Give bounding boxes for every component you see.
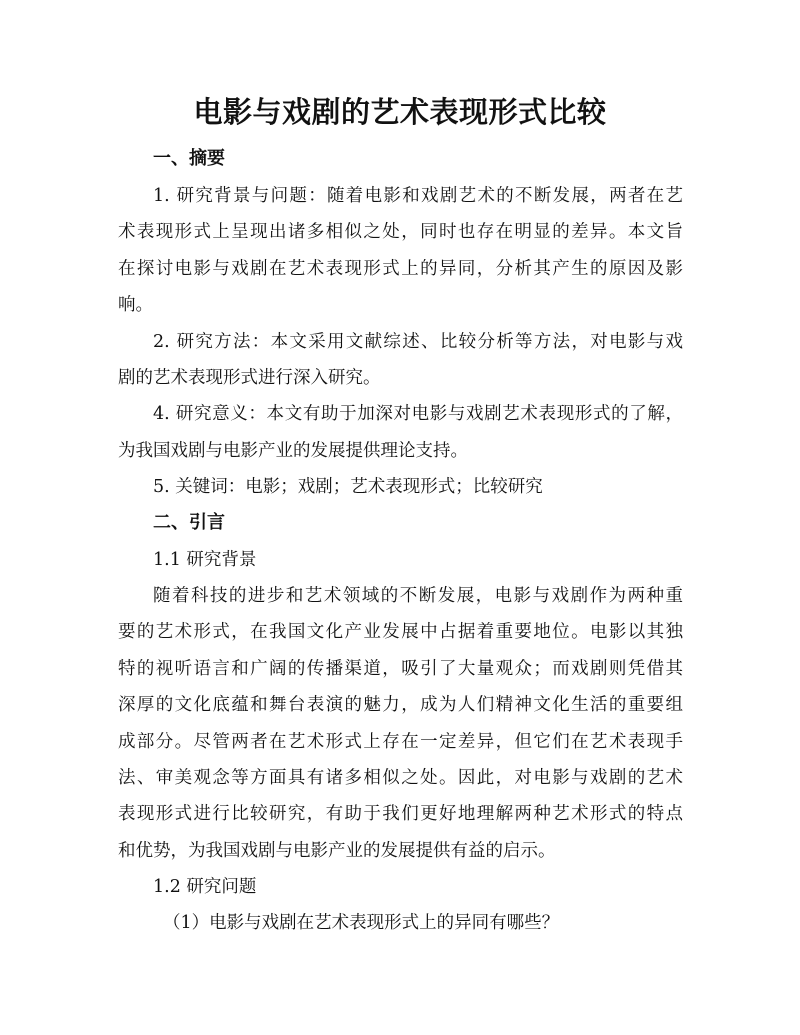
abstract-p2-line-1: 2. 研究方法：本文采用文献综述、比较分析等方法，对电影与戏 <box>153 332 683 352</box>
intro-body-line-3: 特的视听语言和广阔的传播渠道，吸引了大量观众；而戏剧则凭借其 <box>118 659 683 679</box>
intro-body-line-6: 法、审美观念等方面具有诸多相似之处。因此，对电影与戏剧的艺术 <box>118 768 683 788</box>
abstract-p3-line-1: 4. 研究意义：本文有助于加深对电影与戏剧艺术表现形式的了解， <box>153 404 683 424</box>
abstract-p1-line-1: 1. 研究背景与问题：随着电影和戏剧艺术的不断发展，两者在艺 <box>153 186 683 206</box>
intro-body-line-7: 表现形式进行比较研究，有助于我们更好地理解两种艺术形式的特点 <box>118 804 683 824</box>
intro-body-line-4: 深厚的文化底蕴和舞台表演的魅力，成为人们精神文化生活的重要组 <box>118 695 683 715</box>
document-title: 电影与戏剧的艺术表现形式比较 <box>193 95 607 129</box>
abstract-p1-line-4: 响。 <box>118 295 153 315</box>
abstract-p1-line-3: 在探讨电影与戏剧在艺术表现形式上的异同，分析其产生的原因及影 <box>118 259 683 279</box>
abstract-p1-line-2: 术表现形式上呈现出诸多相似之处，同时也存在明显的差异。本文旨 <box>118 222 683 242</box>
abstract-heading: 一、摘要 <box>153 148 225 169</box>
abstract-p2-line-2: 剧的艺术表现形式进行深入研究。 <box>118 368 381 388</box>
intro-body-line-2: 要的艺术形式，在我国文化产业发展中占据着重要地位。电影以其独 <box>118 622 683 642</box>
intro-body-line-5: 成部分。尽管两者在艺术形式上存在一定差异，但它们在艺术表现手 <box>118 732 683 752</box>
abstract-keywords: 5. 关键词：电影；戏剧；艺术表现形式；比较研究 <box>153 477 543 497</box>
abstract-p3-line-2: 为我国戏剧与电影产业的发展提供理论支持。 <box>118 441 468 461</box>
intro-body-line-8: 和优势，为我国戏剧与电影产业的发展提供有益的启示。 <box>118 841 556 861</box>
intro-heading: 二、引言 <box>153 512 225 533</box>
intro-question-1: （1）电影与戏剧在艺术表现形式上的异同有哪些？ <box>163 913 560 933</box>
intro-subheading-questions: 1.2 研究问题 <box>153 877 257 897</box>
intro-body-line-1: 随着科技的进步和艺术领域的不断发展，电影与戏剧作为两种重 <box>153 586 683 606</box>
intro-subheading-background: 1.1 研究背景 <box>153 550 257 570</box>
